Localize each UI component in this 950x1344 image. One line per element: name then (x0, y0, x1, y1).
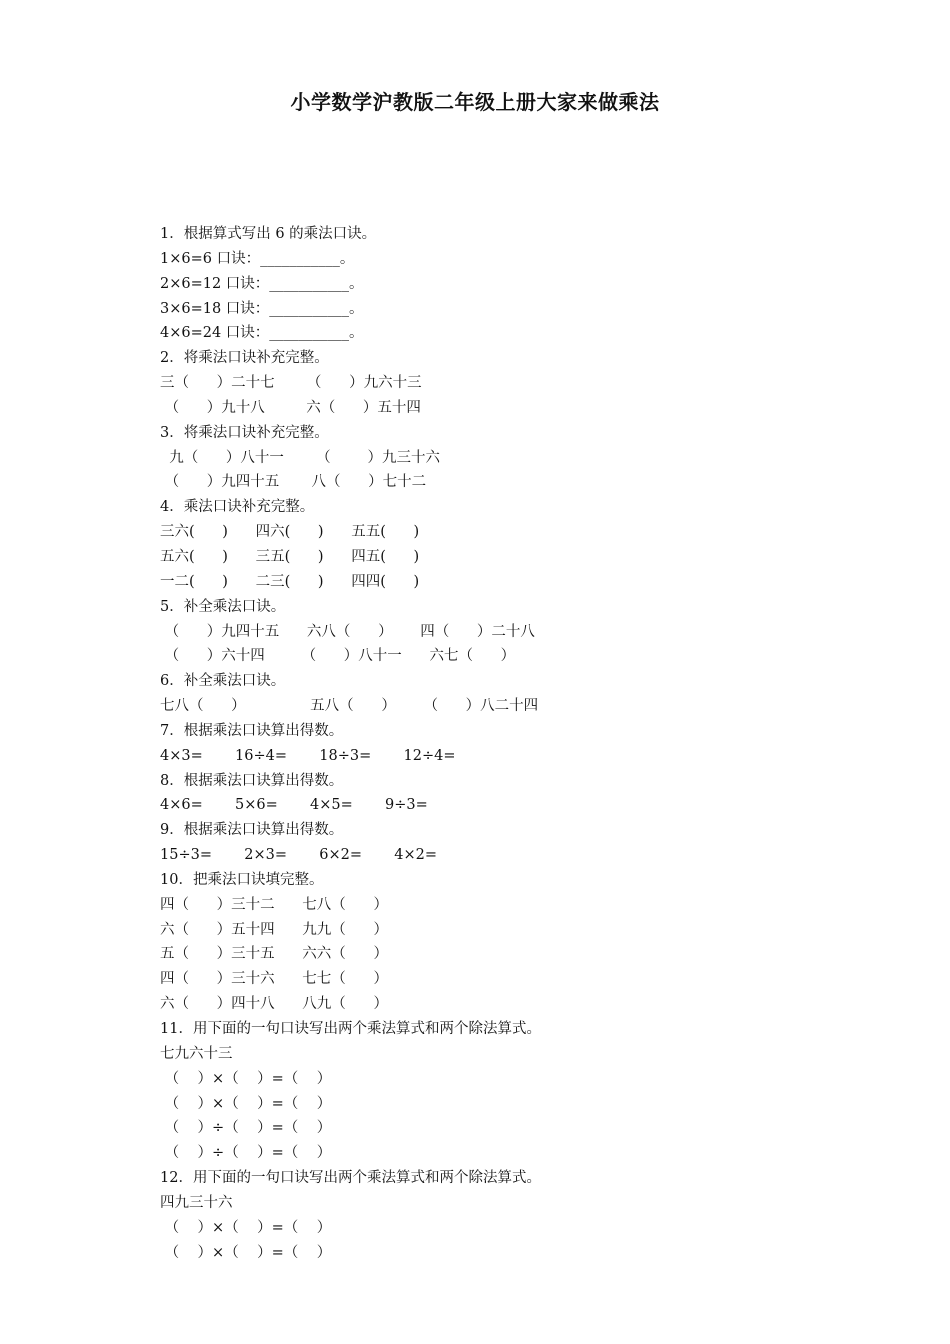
worksheet-line: 四（ ）三十六 七七（ ） (160, 971, 388, 988)
worksheet-line: 9．根据乘法口诀算出得数。 (160, 822, 344, 839)
worksheet-line: （ ）×（ ）=（ ） (160, 1244, 332, 1261)
worksheet-line: 12．用下面的一句口诀写出两个乘法算式和两个除法算式。 (160, 1170, 541, 1187)
worksheet-line: 七九六十三 (160, 1045, 233, 1062)
worksheet-line: （ ）÷（ ）=（ ） (160, 1145, 332, 1162)
worksheet-line: 4×3= 16÷4= 18÷3= 12÷4= (160, 747, 456, 764)
worksheet-line: 六（ ）四十八 八九（ ） (160, 996, 388, 1013)
worksheet-line: 五（ ）三十五 六六（ ） (160, 946, 388, 963)
worksheet-line: 1．根据算式写出 6 的乘法口诀。 (160, 226, 377, 242)
worksheet-line: （ ）六十四 （ ）八十一 六七（ ） (160, 648, 516, 665)
worksheet-line: （ ）九十八 六（ ）五十四 (160, 399, 421, 416)
worksheet-line: 11．用下面的一句口诀写出两个乘法算式和两个除法算式。 (160, 1021, 541, 1037)
worksheet-line: 六（ ）五十四 九九（ ） (160, 921, 388, 938)
worksheet-line: 6．补全乘法口诀。 (160, 673, 286, 690)
worksheet-line: 七八（ ） 五八（ ） （ ）八二十四 (160, 698, 539, 715)
worksheet-line: 2×6=12 口诀：___________。 (160, 275, 364, 292)
worksheet-line: 三六( ) 四六( ) 五五( ) (160, 524, 420, 541)
worksheet-line: 10．把乘法口诀填完整。 (160, 871, 324, 888)
worksheet-line: （ ）×（ ）=（ ） (160, 1095, 332, 1112)
worksheet-line: 五六( ) 三五( ) 四五( ) (160, 548, 420, 565)
worksheet-line: 15÷3= 2×3= 6×2= 4×2= (160, 847, 438, 864)
worksheet-line: （ ）九四十五 六八（ ） 四（ ）二十八 (160, 623, 535, 640)
worksheet-line: 3．将乘法口诀补充完整。 (160, 424, 329, 441)
worksheet-line: 1×6=6 口诀：___________。 (160, 250, 355, 267)
worksheet-line: 2．将乘法口诀补充完整。 (160, 350, 329, 367)
worksheet-body (160, 222, 860, 1265)
worksheet-line: （ ）÷（ ）=（ ） (160, 1120, 332, 1137)
worksheet-line: （ ）九四十五 八（ ）七十二 (160, 474, 427, 491)
worksheet-line: 4．乘法口诀补充完整。 (160, 499, 315, 516)
worksheet-line: 8．根据乘法口诀算出得数。 (160, 772, 344, 789)
worksheet-line: 一二( ) 二三( ) 四四( ) (160, 573, 420, 590)
worksheet-line: 三（ ）二十七 （ ）九六十三 (160, 375, 422, 392)
worksheet-line: 四（ ）三十二 七八（ ） (160, 896, 388, 913)
worksheet-line: （ ）×（ ）=（ ） (160, 1070, 332, 1087)
worksheet-line: 九（ ）八十一 （ ）九三十六 (160, 449, 441, 466)
page-title: 小学数学沪教版二年级上册大家来做乘法 (290, 90, 660, 114)
worksheet-line: 3×6=18 口诀：___________。 (160, 300, 364, 317)
worksheet-line: 4×6= 5×6= 4×5= 9÷3= (160, 797, 428, 814)
worksheet-line: 7．根据乘法口诀算出得数。 (160, 722, 344, 739)
worksheet-line: 四九三十六 (160, 1194, 233, 1211)
worksheet-line: （ ）×（ ）=（ ） (160, 1219, 332, 1236)
worksheet-line: 5．补全乘法口诀。 (160, 598, 286, 615)
worksheet-line: 4×6=24 口诀：___________。 (160, 325, 364, 342)
